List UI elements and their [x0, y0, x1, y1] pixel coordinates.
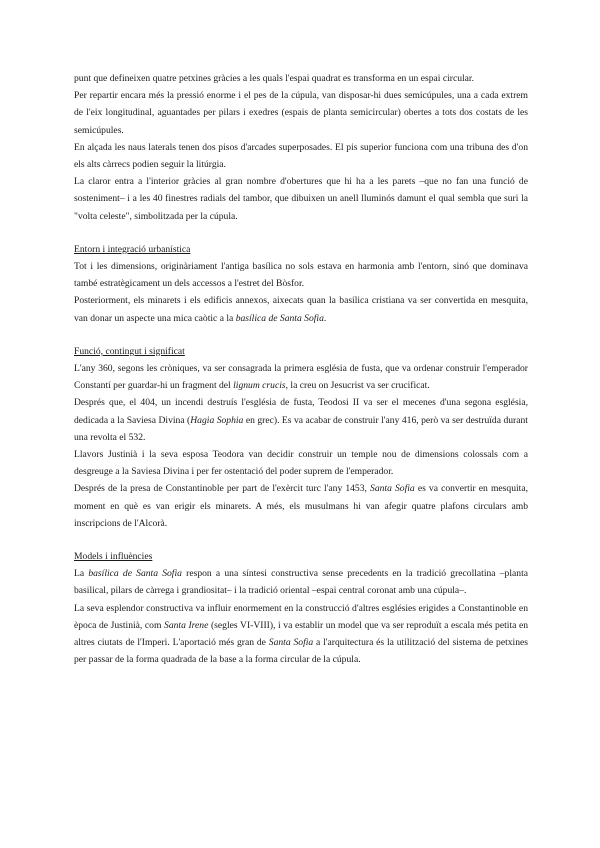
section-heading: Funció, contingut i significat: [74, 345, 185, 357]
paragraph: L'any 360, segons les cròniques, va ser consagrada la primera església de fusta, que va ordenar construir l'emperador Constantí per guardar-hi un fragment del lignum crucis, la creu on Jesucrist va ser crucificat.: [74, 363, 528, 392]
paragraph: punt que defineixen quatre petxines gràcies a les quals l'espai quadrat es transforma en un espai circular.: [74, 73, 474, 84]
paragraph: Per repartir encara més la pressió enorme i el pes de la cúpula, van disposar-hi dues semicúpules, una a cada extrem de l'eix longitudinal, aguantades per pilars i exedres (espais de planta semicircular) obertes a tots dos costats de les semicúpules.: [74, 90, 528, 136]
paragraph: Després que, el 404, un incendi destruís l'església de fusta, Teodosi II va ser el mecenes d'una segona església, dedicada a la Saviesa Divina (Hagia Sophia en grec). Es va acabar de construir l'any 416, però va ser destruïda durant una revolta el 532.: [74, 397, 528, 443]
paragraph: En alçada les naus laterals tenen dos pisos d'arcades superposades. El pis superior funciona com una tribuna des d'on els alts càrrecs podien seguir la litúrgia.: [74, 141, 528, 171]
paragraph: Tot i les dimensions, originàriament l'antiga basílica no sols estava en harmonia amb l'entorn, sinó que dominava també estratègicament un dels accessos a l'estret del Bòsfor.: [74, 261, 528, 290]
section-heading: Models i influències: [74, 551, 153, 563]
paragraph: La basílica de Santa Sofia respon a una síntesi constructiva sense precedents en la tradició grecollatina –planta basilical, pilars de càrrega i grandiositat– i la tradició oriental –espai central coronat amb una cúpula–.: [74, 568, 528, 597]
section-heading: Entorn i integració urbanística: [74, 243, 191, 255]
paragraph: La seva esplendor constructiva va influir enormement en la construcció d'altres esglésies erigides a Constantinoble en època de Justinià, com Santa Irene (segles VI-VIII), i va establir un model que va ser reproduït a escala més petita en altres ciutats de l'Imperi. L'aportació més gran de Santa Sofia a l'arquitectura és la utilització del sistema de petxines per passar de la forma quadrada de la base a la forma circular de la cúpula.: [74, 602, 529, 666]
paragraph: La claror entra a l'interior gràcies al gran nombre d'obertures que hi ha a les parets –que no fan una funció de sosteniment– i a les 40 finestres radials del tambor, que dibuixen un anell lluminós damunt el qual sembla que suri la "volta celeste", simbolitzada per la cúpula.: [74, 176, 528, 222]
paragraph: Després de la presa de Constantinoble per part de l'exèrcit turc l'any 1453, Santa Sofia es va convertir en mesquita, moment en què es van erigir els minarets. A més, els musulmans hi van afegir quatre plafons circulars amb inscripcions de l'Alcorà.: [74, 483, 528, 529]
paragraph: Llavors Justinià i la seva esposa Teodora van decidir construir un temple nou de dimensions colossals com a desgreuge a la Saviesa Divina i per fer ostentació del poder suprem de l'emperador.: [74, 449, 528, 478]
document-page: [74, 70, 528, 669]
paragraph: Posteriorment, els minarets i els edificis annexos, aixecats quan la basílica cristiana va ser convertida en mesquita, van donar un aspecte una mica caòtic a la basílica de Santa Sofia.: [74, 295, 528, 324]
